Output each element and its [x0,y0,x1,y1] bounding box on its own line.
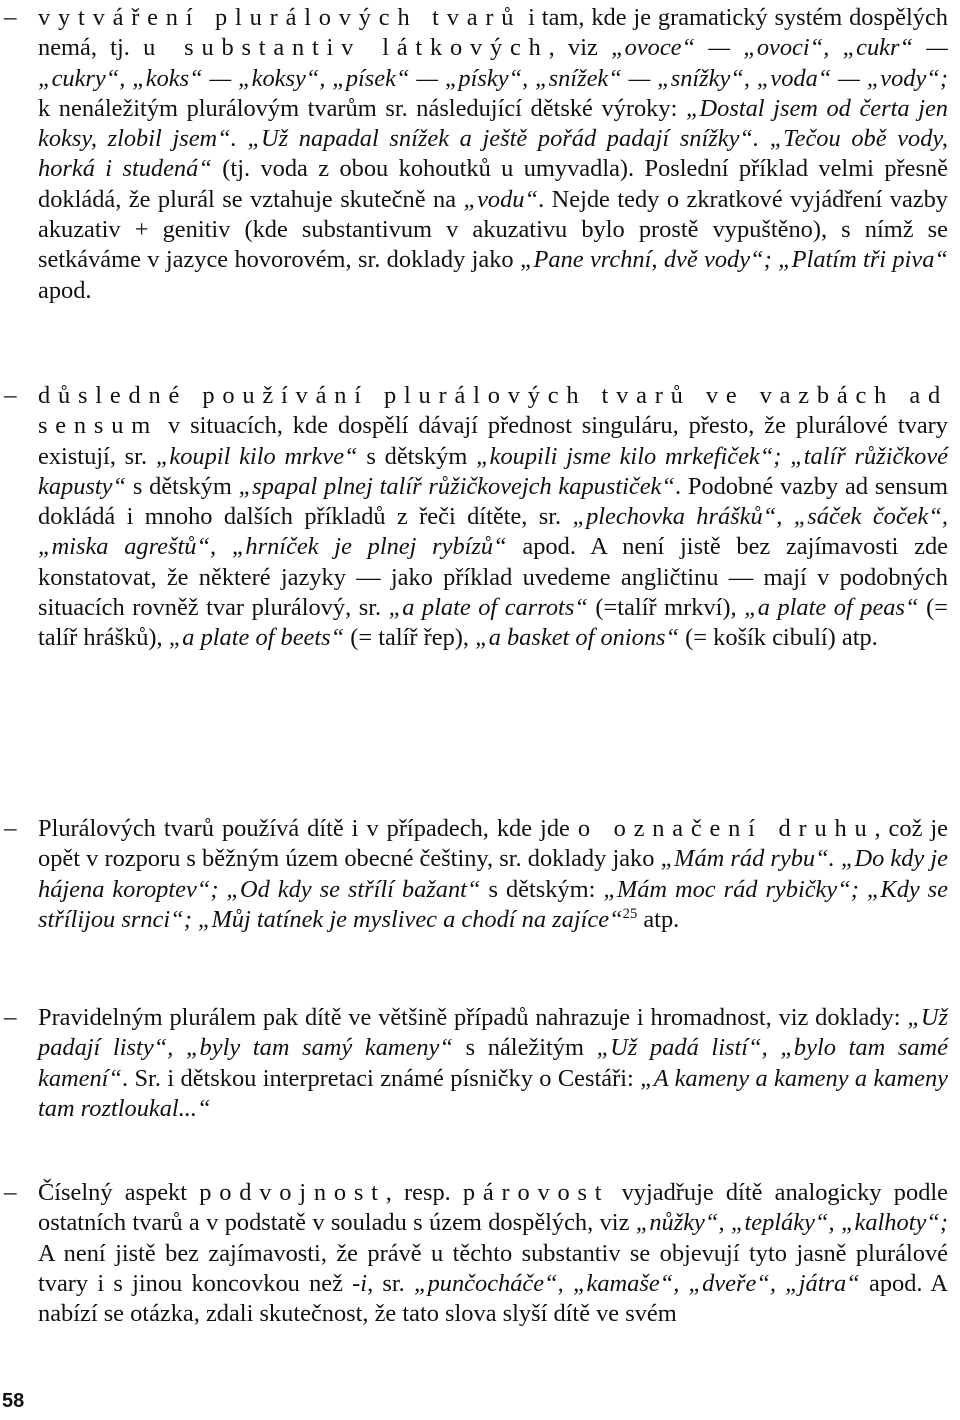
italic-example-text: „a basket of onions“ [475,624,680,652]
body-text: , což je opět v rozporu s běžným územ obecné češtiny, sr. doklady jako [38,815,948,873]
italic-example-text: „Dostal jsem od čerta jen koksy, zlobil jsem“. „Už napadal snížek a ještě pořád padají snížky“. „Tečou obě vody, horká i studená“ [38,94,948,183]
italic-example-text: „a plate of peas“ [744,594,919,622]
body-text: v situacích, kde dospělí dávají přednost singuláru, přesto, že plurálové tvary existují, sr. [38,412,948,470]
emphasized-spaced-text: důsledné používání plurálových tvarů ve vazbách ad sensum [38,382,948,440]
body-text: A není jistě bez zajímavosti, že právě u těchto substantiv se objevují tyto jasně plurálové tvary i s jinou koncovkou než [38,1239,948,1297]
body-text: s dětským [126,472,239,500]
body-text: . Podobné vazby ad sensum dokládá i mnoho dalších příkladů z řeči dítěte, sr. [38,472,949,531]
body-text: . Sr. i dětskou interpretaci známé písničky o Cestáři: [122,1064,641,1092]
italic-example-text: „punčocháče“, „kamaše“, „dveře“, „játra“ [414,1269,860,1297]
list-dash: – [4,4,17,31]
paragraph-text [38,381,948,654]
italic-example-text: „Už padá listí“, „bylo tam samé kamení“ [38,1034,948,1092]
paragraph-text [38,3,948,306]
list-dash: – [4,382,17,409]
italic-example-text: „koupili jsme kilo mrkefiček“; „talíř růžičkové kapusty“ [38,442,948,500]
body-text: s dětským: [480,875,604,903]
italic-example-text: „vodu“ [463,185,539,213]
body-text: apod. A není jistě bez zajímavosti zde konstatovat, že některé jazyky — jako příklad uvedeme angličtinu — mají v podobných situacích rovněž tvar plurálový, sr. [38,533,948,622]
body-text: (= košík cibulí) atp. [679,624,878,652]
body-text: Plurálových tvarů používá dítě i v případech, kde jde [38,815,578,842]
italic-example-text: „Pane vrchní, dvě vody“; „Platím tři piva“ [519,246,948,274]
paragraph-4 [0,1003,950,1124]
italic-example-text: „A kameny a kameny a kameny tam roztloukal...“ [38,1064,948,1122]
body-text: i tam, kde je gramatický systém dospělých nemá, tj. [38,4,948,62]
emphasized-spaced-text: párovost [462,1179,610,1206]
emphasized-spaced-text: o označení druhu [577,815,875,842]
body-text: vyjadřuje dítě analogicky podle ostatních tvarů a v podstatě v souladu s územ dospělých, viz [38,1179,948,1237]
emphasized-spaced-text: podvojnost [199,1179,386,1206]
body-text: apod. [38,276,92,304]
paragraph-text [38,1003,948,1124]
body-text: . Nejde tedy o zkratkové vyjádření vazby akuzativ + genitiv (kde substantivum v akuzativu bylo prostě vypuštěno), s nímž se setkáváme v jazyce hovorovém, sr. doklady jako [38,185,948,274]
body-text: (tj. voda z obou kohoutků u umyvadla). Poslední příklad velmi přesně dokládá, že plurál se vztahuje skutečně na [38,155,948,213]
body-text: Pravidelným plurálem pak dítě ve většině případů nahrazuje i hromadnost, viz doklady: [38,1004,908,1031]
italic-example-text: „nůžky“, „tepláky“, „kalhoty“; [635,1209,948,1237]
body-text: apod. A nabízí se otázka, zdali skutečnost, že tato slova slyší dítě ve svém [38,1269,949,1328]
emphasized-spaced-text: vytváření plurálových tvarů [38,4,522,31]
italic-example-text: „spapal plnej talíř růžičkovejch kapustiček“ [238,472,675,500]
body-text: , viz [548,34,612,62]
italic-example-text: -i [352,1269,368,1297]
italic-example-text: „a plate of beets“ [168,624,345,652]
body-text: , sr. [367,1269,415,1297]
body-text: , resp. [385,1179,463,1206]
paragraph-5 [0,1178,950,1329]
body-text: atp. [637,905,680,933]
paragraph-3 [0,814,950,935]
paragraph-text [38,1178,948,1329]
italic-example-text: „Mám rád rybu“. „Do kdy je hájena koroptev“; „Od kdy se střílí bažant“ [38,845,948,903]
paragraph-2 [0,381,950,654]
paragraph-1 [0,3,950,306]
italic-example-text: „a plate of carrots“ [388,594,588,622]
page-number: 58 [2,1390,25,1412]
italic-example-text: „Mám moc rád rybičky“; „Kdy se střílijou srnci“; „Můj tatínek je myslivec a chodí na zajíce“ [38,875,948,933]
body-text: s náležitým [452,1034,597,1062]
italic-example-text: „plechovka hrášků“, „sáček čoček“, „miska agreštů“, „hrníček je plnej rybízů“ [38,503,948,561]
italic-example-text: „ovoce“ — „ovoci“, „cukr“ — „cukry“, „koks“ — „koksy“, „písek“ — „písky“, „snížek“ — „snížky“, „voda“ — „vody“; [38,34,948,92]
body-text: (= talíř hrášků), [38,594,948,652]
list-dash: – [4,815,17,842]
body-text: (=talíř mrkví), [587,594,745,622]
body-text: (= talíř řep), [344,624,476,652]
emphasized-spaced-text: u substantiv látkových [143,34,549,62]
list-dash: – [4,1179,17,1206]
list-dash: – [4,1004,17,1031]
italic-example-text: „koupil kilo mrkve“ [155,442,358,470]
paragraph-text [38,814,948,935]
footnote-marker: 25 [622,905,638,922]
italic-example-text: „Už padají listy“, „byly tam samý kameny“ [38,1004,948,1062]
body-text: s dětským [357,442,477,470]
body-text: Číselný aspekt [38,1179,200,1206]
body-text: k nenáležitým plurálovým tvarům sr. následující dětské výroky: [38,94,686,122]
